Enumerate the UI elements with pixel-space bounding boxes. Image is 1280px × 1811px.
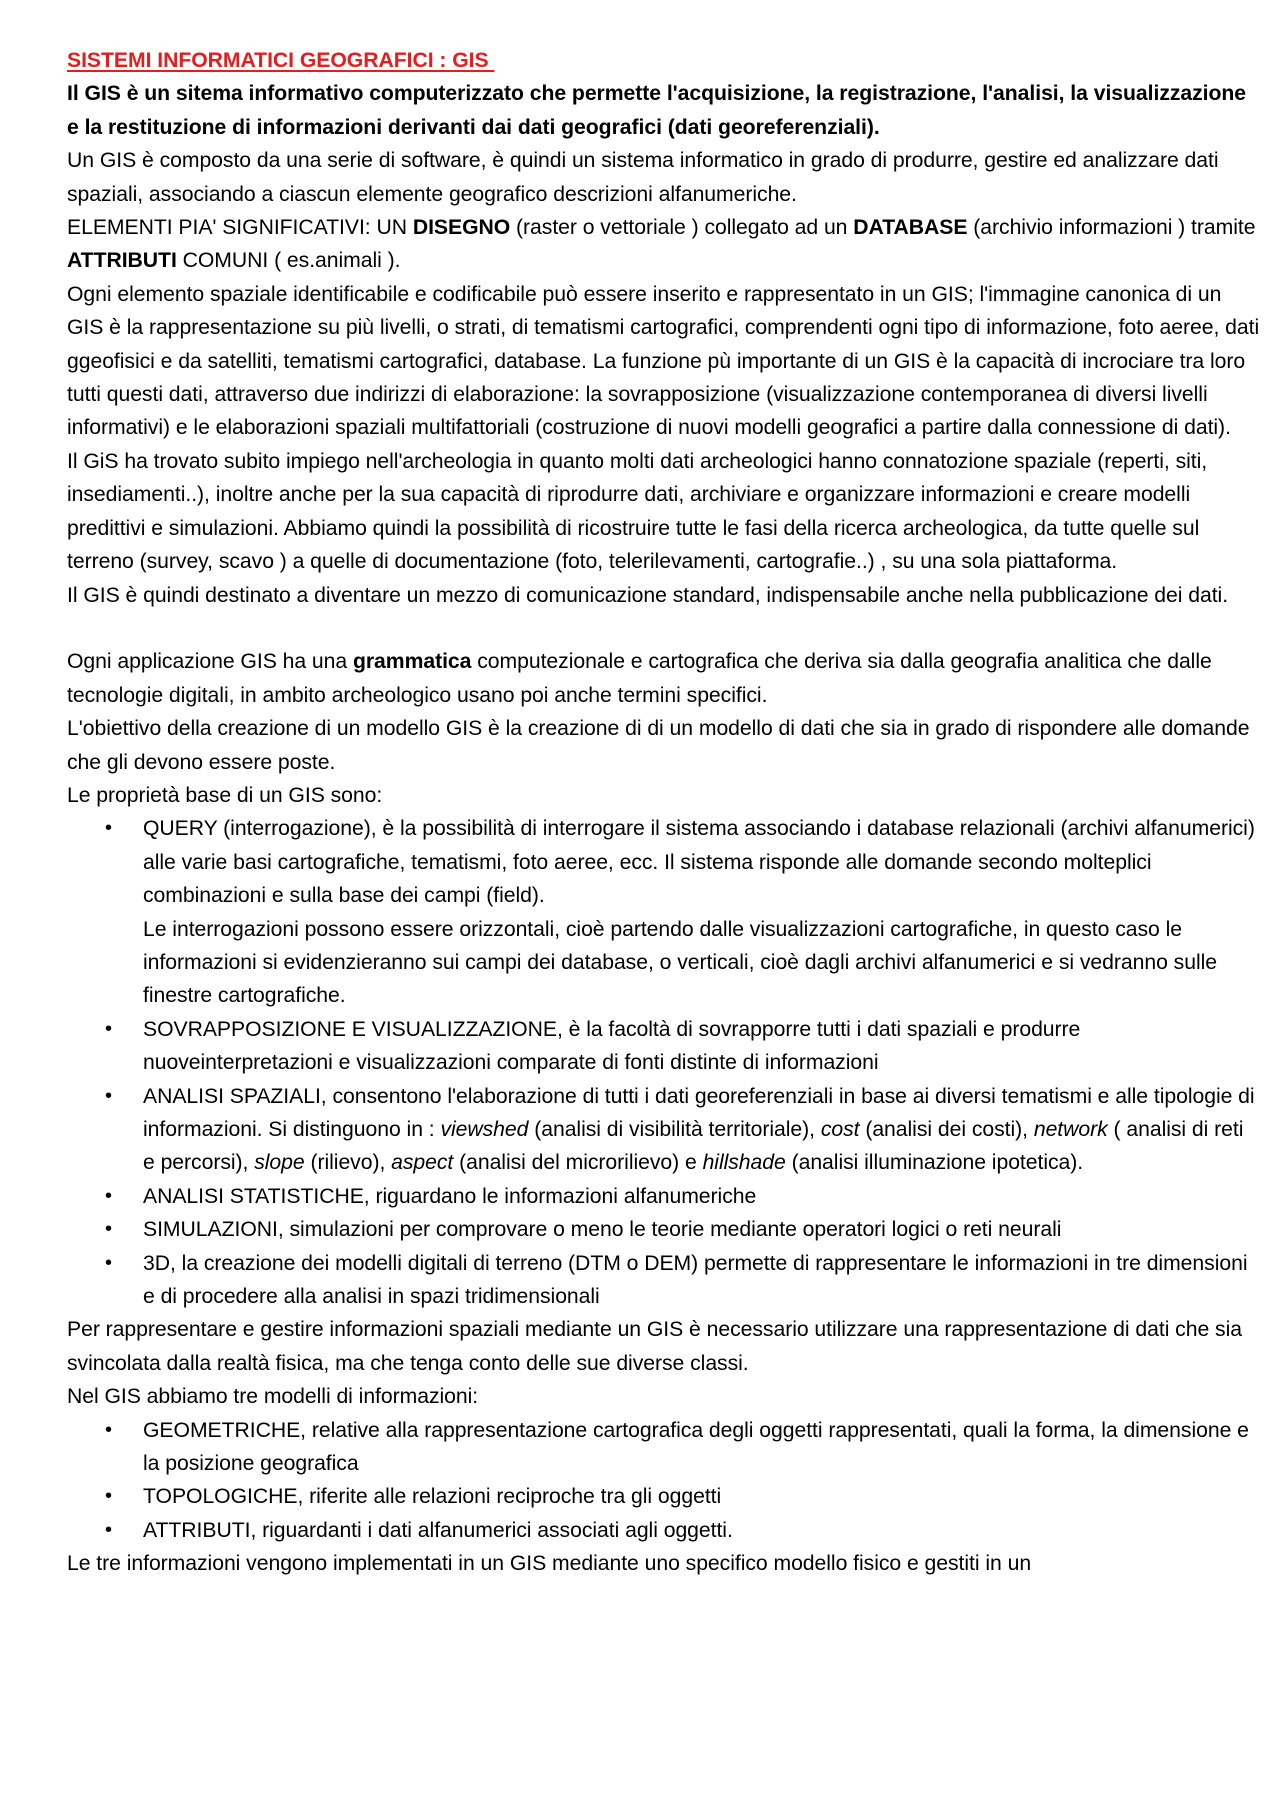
bullet-icon: • <box>105 1084 112 1107</box>
term-grammatica: grammatica <box>352 650 472 674</box>
gis-definition: Il GIS è un sitema informativo computerizzato che permette l'acquisizione, la registrazione, l'analisi, la visualizzazione e la restituzione di informazioni derivanti dai dati geografici (dati georeferenziali). <box>67 82 1247 139</box>
bullet-icon: • <box>105 817 112 840</box>
bullet-icon: • <box>105 1218 112 1241</box>
term-attributi: ATTRIBUTI <box>67 249 177 273</box>
paragraph-models-intro: Nel GIS abbiamo tre modelli di informazioni: <box>67 1385 479 1409</box>
list-item-query: • QUERY (interrogazione), è la possibilità di interrogare il sistema associando i database relazionali (archivi alfanumerici) alle varie basi cartografiche, tematismi, foto aeree, ecc. Il sistema risponde alle domande secondo molteplici combinazioni e sulla base dei campi (field). Le interrogazioni possono essere orizzontali, cioè partendo dalle visualizzazioni cartografiche, in questo caso le informazioni si evidenzieranno sui campi dei database, o verticali, cioè dagli archivi alfanumerici e si vedranno sulle finestre cartografiche. <box>67 812 1260 1012</box>
paragraph-implementation: Le tre informazioni vengono implementati in un GIS mediante uno specifico modello fisico e gestiti in un <box>67 1552 1032 1576</box>
paragraph-properties-intro: Le proprietà base di un GIS sono: <box>67 783 383 807</box>
document-title: SISTEMI INFORMATICI GEOGRAFICI : GIS <box>67 49 495 72</box>
blank-line <box>67 612 1260 645</box>
list-item-topological: • TOPOLOGICHE, riferite alle relazioni reciproche tra gli oggetti <box>67 1480 1260 1513</box>
bullet-icon: • <box>105 1485 112 1508</box>
list-item-simulations: • SIMULAZIONI, simulazioni per comprovare o meno le teorie mediante operatori logici o reti neurali <box>67 1213 1260 1246</box>
term-viewshed: viewshed <box>440 1117 529 1141</box>
list-item-attributes: • ATTRIBUTI, riguardanti i dati alfanumerici associati agli oggetti. <box>67 1514 1260 1547</box>
paragraph-objective: L'obiettivo della creazione di un modello GIS è la creazione di di un modello di dati che sia in grado di rispondere alle domande che gli devono essere poste. <box>67 717 1250 774</box>
term-network: network <box>1033 1117 1108 1141</box>
paragraph-representation: Per rappresentare e gestire informazioni spaziali mediante un GIS è necessario utilizzare una rappresentazione di dati che sia svincolata dalla realtà fisica, ma che tenga conto delle sue diverse classi. <box>67 1318 1242 1375</box>
properties-list <box>67 812 1260 1313</box>
term-disegno: DISEGNO <box>412 216 511 240</box>
paragraph-layers: Ogni elemento spaziale identificabile e codificabile può essere inserito e rappresentato in un GIS; l'immagine canonica di un GIS è la rappresentazione su più livelli, o strati, di tematismi cartografici, comprendenti ogni tipo di informazione, foto aeree, dati ggeofisici e da satelliti, tematismi cartografici, database. La funzione pù importante di un GIS è la capacità di incrociare tra loro tutti questi dati, attraverso due indirizzi di elaborazione: la sovrapposizione (visualizzazione contemporanea di diversi livelli informativi) e le elaborazioni spaziali multifattoriali (costruzione di nuovi modelli geografici a partire dalla connessione di dati). <box>67 282 1260 440</box>
paragraph-standard: Il GIS è quindi destinato a diventare un mezzo di comunicazione standard, indispensabile anche nella pubblicazione dei dati. <box>67 583 1229 607</box>
paragraph-elements: ELEMENTI PIA' SIGNIFICATIVI: UN DISEGNO (raster o vettoriale ) collegato ad un DATABASE (archivio informazioni ) tramite ATTRIBUTI COMUNI ( es.animali ). <box>67 216 1256 273</box>
list-item-spatial-analysis: • ANALISI SPAZIALI, consentono l'elaborazione di tutti i dati georeferenziali in base ai diversi tematismi e alle tipologie di informazioni. Si distinguono in : viewshed (analisi di visibilità territoriale), cost (analisi dei costi), network ( analisi di reti e percorsi), slope (rilievo), aspect (analisi del microrilievo) e hillshade (analisi illuminazione ipotetica). <box>67 1080 1260 1180</box>
paragraph-software: Un GIS è composto da una serie di software, è quindi un sistema informatico in grado di produrre, gestire ed analizzare dati spaziali, associando a ciascun elemente geografico descrizioni alfanumeriche. <box>67 149 1219 206</box>
list-item-3d: • 3D, la creazione dei modelli digitali di terreno (DTM o DEM) permette di rappresentare le informazioni in tre dimensioni e di procedere alla analisi in spazi tridimensionali <box>67 1247 1260 1314</box>
term-aspect: aspect <box>391 1151 454 1175</box>
term-slope: slope <box>254 1151 305 1175</box>
list-item-statistics: • ANALISI STATISTICHE, riguardano le informazioni alfanumeriche <box>67 1180 1260 1213</box>
paragraph-archaeology: Il GiS ha trovato subito impiego nell'archeologia in quanto molti dati archeologici hanno connatozione spaziale (reperti, siti, insediamenti..), inoltre anche per la sua capacità di riprodurre dati, archiviare e organizzare informazioni e creare modelli predittivi e simulazioni. Abbiamo quindi la possibilità di ricostruire tutte le fasi della ricerca archeologica, da tutte quelle sul terreno (survey, scavo ) a quelle di documentazione (foto, telerilevamenti, cartografie..) , su una sola piattaforma. <box>67 449 1208 574</box>
bullet-icon: • <box>105 1418 112 1441</box>
term-database: DATABASE <box>853 216 968 240</box>
list-item-geometric: • GEOMETRICHE, relative alla rappresentazione cartografica degli oggetti rappresentati, quali la forma, la dimensione e la posizione geografica <box>67 1414 1260 1481</box>
bullet-icon: • <box>105 1184 112 1207</box>
bullet-icon: • <box>105 1518 112 1541</box>
bullet-icon: • <box>105 1017 112 1040</box>
term-hillshade: hillshade <box>702 1151 786 1175</box>
list-item-overlay: • SOVRAPPOSIZIONE E VISUALIZZAZIONE, è la facoltà di sovrapporre tutti i dati spaziali e produrre nuoveinterpretazioni e visualizzazioni comparate di fonti distinte di informazioni <box>67 1013 1260 1080</box>
bullet-icon: • <box>105 1251 112 1274</box>
models-list <box>67 1414 1260 1548</box>
paragraph-grammar: Ogni applicazione GIS ha una grammatica computezionale e cartografica che deriva sia dalla geografia analitica che dalle tecnologie digitali, in ambito archeologico usano poi anche termini specifici. <box>67 650 1212 707</box>
term-cost: cost <box>820 1117 860 1141</box>
